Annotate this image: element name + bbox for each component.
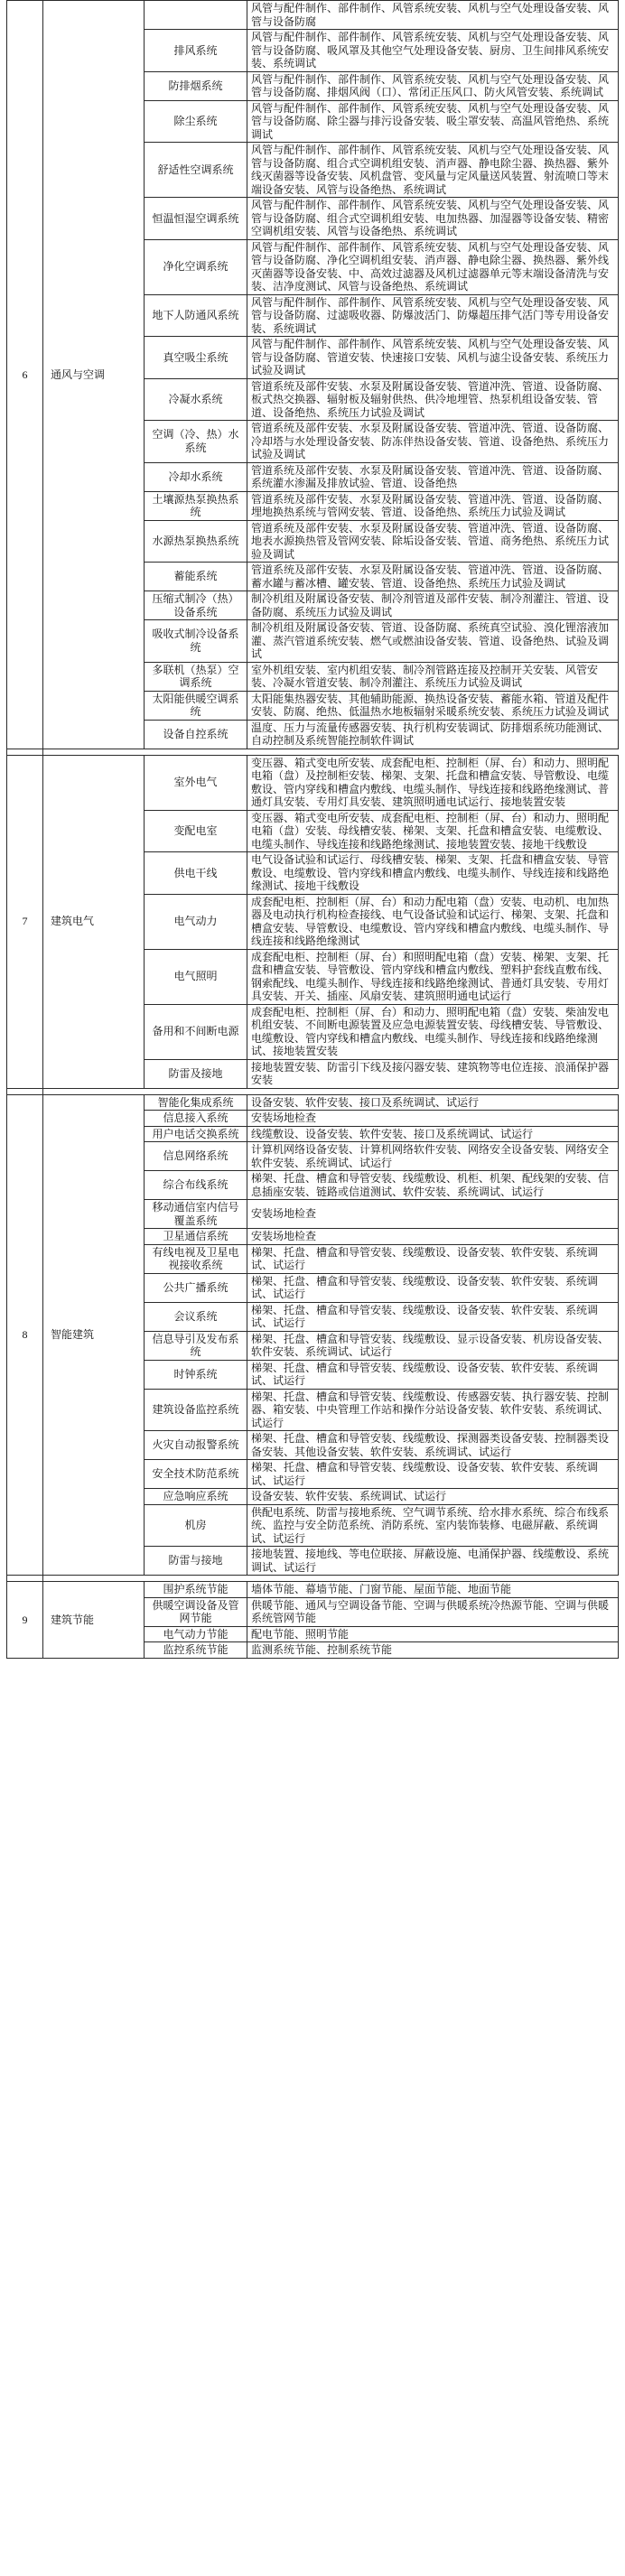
work-items: 梯架、托盘、槽盒和导管安装、线缆敷设、传感器安装、执行器安装、控制器、箱安装、中央管理工作站和操作分站设备安装、软件安装、系统调试、试运行 [247,1389,619,1431]
subsystem-name: 用户电话交换系统 [145,1126,247,1142]
work-items: 风管与配件制作、部件制作、风管系统安装、风机与空气处理设备安装、风管与设备防腐、过滤吸收器、防爆波活门、防爆超压排气活门等专用设备安装、系统调试 [247,294,619,337]
work-items: 监测系统节能、控制系统节能 [247,1642,619,1659]
subsystem-name: 防雷与接地 [145,1547,247,1576]
work-items: 成套配电柜、控制柜（屏、台）和照明配电箱（盘）安装、梯架、支架、托盘和槽盒安装、导管敷设、管内穿线和槽盒内敷线、塑料护套线直敷布线、钢索配线、电缆头制作、导线连接和线路绝缘测试、普通灯具安装、专用灯具安装、开关、插座、风扇安装、建筑照明通电试运行 [247,949,619,1004]
subsystem-name: 公共广播系统 [145,1273,247,1302]
subsystem-name: 会议系统 [145,1302,247,1331]
subsystem-name: 电气照明 [145,949,247,1004]
work-items: 线缆敷设、设备安装、软件安装、接口及系统调试、试运行 [247,1126,619,1142]
work-items: 配电节能、照明节能 [247,1626,619,1642]
subsystem-name: 舒适性空调系统 [145,143,247,198]
subsystem-name: 电气动力 [145,894,247,949]
subsystem-name: 电气动力节能 [145,1626,247,1642]
work-items: 温度、压力与流量传感器安装、执行机构安装调试、防排烟系统功能测试、自动控制及系统智能控制软件调试 [247,720,619,749]
subsystem-name: 室外电气 [145,755,247,810]
subsystem-name [145,1,247,30]
work-items: 风管与配件制作、部件制作、风管系统安装、风机与空气处理设备安装、风管与设备防腐、组合式空调机组安装、电加热器、加湿器等设备安装、精密空调机组安装、风管与设备绝热、系统调试 [247,198,619,240]
work-items: 风管与配件制作、部件制作、风管系统安装、风机与空气处理设备安装、风管与设备防腐、吸风罩及其他空气处理设备安装、厨房、卫生间排风系统安装、系统调试 [247,30,619,72]
subsystem-name: 信息网络系统 [145,1142,247,1171]
subsystem-name: 压缩式制冷（热）设备系统 [145,591,247,620]
subsystem-name: 有线电视及卫星电视接收系统 [145,1244,247,1273]
work-items: 风管与配件制作、部件制作、风管系统安装、风机与空气处理设备安装、风管与设备防腐、除尘器与排污设备安装、吸尘罩安装、高温风管绝热、系统调试 [247,100,619,143]
work-items: 室外机组安装、室内机组安装、制冷剂管路连接及控制开关安装、风管安装、冷凝水管道安装、制冷剂灌注、系统压力试验及调试 [247,662,619,691]
subsystem-name: 土壤源热泵换热系统 [145,491,247,520]
subsystem-name: 设备自控系统 [145,720,247,749]
subsystem-name: 火灾自动报警系统 [145,1431,247,1460]
work-items: 风管与配件制作、部件制作、风管系统安装、风机与空气处理设备安装、风管与设备防腐、组合式空调机组安装、消声器、静电除尘器、换热器、紫外线灭菌器等设备安装、风机盘管、变风量与定风量送风装置、射流喷口等末端设备安装、风管与设备绝热、系统调试 [247,143,619,198]
work-items: 管道系统及部件安装、水泵及附属设备安装、管道冲洗、管道、设备防腐、系统灌水渗漏及排放试验、管道、设备绝热 [247,462,619,491]
subsystem-name: 防排烟系统 [145,71,247,100]
work-items: 成套配电柜、控制柜（屏、台）和动力配电箱（盘）安装、电动机、电加热器及电动执行机构检查接线、电气设备试验和试运行、梯架、支架、托盘和槽盒安装、导管敷设、电缆敷设、管内穿线和槽盒内敷线、电缆头制作、导线连接和线路绝缘测试 [247,894,619,949]
group-number: 7 [7,755,43,1088]
group-number: 6 [7,1,43,749]
work-items: 变压器、箱式变电所安装、成套配电柜、控制柜（屏、台）和动力、照明配电箱（盘）及控制柜安装、梯架、支架、托盘和槽盒安装、导管敷设、电缆敷设、管内穿线和槽盒内敷线、电缆头制作、导线连接和线路绝缘测试、普通灯具安装、专用灯具安装、建筑照明通电试运行、接地装置安装 [247,755,619,810]
work-items: 制冷机组及附属设备安装、管道、设备防腐、系统真空试验、溴化锂溶液加灌、蒸汽管道系统安装、燃气或燃油设备安装、管道、设备绝热、试验及调试 [247,620,619,663]
work-items: 梯架、托盘、槽盒和导管安装、线缆敷设、设备安装、软件安装、系统调试、试运行 [247,1460,619,1489]
subsystem-name: 移动通信室内信号覆盖系统 [145,1200,247,1229]
work-items: 管道系统及部件安装、水泵及附属设备安装、管道冲洗、管道、设备防腐、板式热交换器、辐射板及辐射供热、供冷地埋管、热泵机组设备安装、管道、设备绝热、系统压力试验及调试 [247,378,619,421]
table-row [7,1094,619,1111]
group-name: 建筑电气 [43,755,145,1088]
work-items: 制冷机组及附属设备安装、制冷剂管道及部件安装、制冷剂灌注、管道、设备防腐、系统压力试验及调试 [247,591,619,620]
work-items: 设备安装、软件安装、系统调试、试运行 [247,1489,619,1505]
subsystem-name: 围护系统节能 [145,1582,247,1598]
work-items: 梯架、托盘、槽盒和导管安装、线缆敷设、机柜、机架、配线架的安装、信息插座安装、链路或信道测试、软件安装、系统调试、试运行 [247,1171,619,1200]
work-items: 风管与配件制作、部件制作、风管系统安装、风机与空气处理设备安装、风管与设备防腐、管道安装、快速接口安装、风机与滤尘设备安装、系统压力试验及调试 [247,337,619,379]
work-items: 梯架、托盘、槽盒和导管安装、线缆敷设、设备安装、软件安装、系统调试、试运行 [247,1302,619,1331]
table-row [7,1,619,30]
subsystem-name: 变配电室 [145,810,247,852]
subsystem-name: 备用和不间断电源 [145,1004,247,1059]
work-items: 梯架、托盘、槽盒和导管安装、线缆敷设、设备安装、软件安装、系统调试、试运行 [247,1360,619,1389]
work-items: 梯架、托盘、槽盒和导管安装、线缆敷设、设备安装、软件安装、系统调试、试运行 [247,1273,619,1302]
work-items: 供暖节能、通风与空调设备节能、空调与供暖系统冷热源节能、空调与供暖系统管网节能 [247,1597,619,1626]
work-items: 风管与配件制作、部件制作、风管系统安装、风机与空气处理设备安装、风管与设备防腐 [247,1,619,30]
subsystem-name: 排风系统 [145,30,247,72]
work-items: 风管与配件制作、部件制作、风管系统安装、风机与空气处理设备安装、风管与设备防腐、净化空调机组安装、消声器、静电除尘器、换热器、紫外线灭菌器等设备安装、中、高效过滤器及风机过滤器单元等末端设备清洗与安装、洁净度测试、风管与设备绝热、系统调试 [247,239,619,294]
work-items: 计算机网络设备安装、计算机网络软件安装、网络安全设备安装、网络安全软件安装、系统调试、试运行 [247,1142,619,1171]
work-items: 变压器、箱式变电所安装、成套配电柜、控制柜（屏、台）和动力、照明配电箱（盘）安装、母线槽安装、梯架、支架、托盘和槽盒安装、电缆敷设、电缆头制作、导线连接和线路绝缘测试、接地装置安装、接地干线敷设 [247,810,619,852]
work-items: 安装场地检查 [247,1200,619,1229]
work-items: 供配电系统、防雷与接地系统、空气调节系统、给水排水系统、综合布线系统、监控与安全防范系统、消防系统、室内装饰装修、电磁屏蔽、系统调试、试运行 [247,1504,619,1547]
group-number: 8 [7,1094,43,1576]
work-items: 梯架、托盘、槽盒和导管安装、线缆敷设、探测器类设备安装、控制器类设备安装、其他设备安装、软件安装、系统调试、试运行 [247,1431,619,1460]
subsystem-name: 空调（冷、热）水系统 [145,421,247,463]
subsystem-name: 智能化集成系统 [145,1094,247,1111]
subsystem-name: 太阳能供暖空调系统 [145,691,247,720]
work-items: 设备安装、软件安装、接口及系统调试、试运行 [247,1094,619,1111]
subsystem-name: 除尘系统 [145,100,247,143]
work-items: 安装场地检查 [247,1229,619,1245]
table-row [7,755,619,810]
subsystem-name: 机房 [145,1504,247,1547]
subdivision-table [6,0,619,1659]
subsystem-name: 监控系统节能 [145,1642,247,1659]
group-separator [7,1576,619,1582]
work-items: 电气设备试验和试运行、母线槽安装、梯架、支架、托盘和槽盒安装、导管敷设、电缆敷设、管内穿线和槽盒内敷线、电缆头制作、导线连接和线路绝缘测试、接地干线敷设 [247,852,619,895]
group-number: 9 [7,1582,43,1659]
work-items: 安装场地检查 [247,1111,619,1127]
subsystem-name: 蓄能系统 [145,563,247,591]
work-items: 接地装置安装、防雷引下线及接闪器安装、建筑物等电位连接、浪涌保护器安装 [247,1059,619,1088]
subsystem-name: 时钟系统 [145,1360,247,1389]
group-separator [7,749,619,755]
group-name: 建筑节能 [43,1582,145,1659]
subsystem-name: 建筑设备监控系统 [145,1389,247,1431]
subsystem-name: 卫星通信系统 [145,1229,247,1245]
work-items: 接地装置、接地线、等电位联接、屏蔽设施、电涌保护器、线缆敷设、系统调试、试运行 [247,1547,619,1576]
work-items: 梯架、托盘、槽盒和导管安装、线缆敷设、设备安装、软件安装、系统调试、试运行 [247,1244,619,1273]
subsystem-name: 水源热泵换热系统 [145,520,247,563]
work-items: 管道系统及部件安装、水泵及附属设备安装、管道冲洗、管道、设备防腐、冷却塔与水处理设备安装、防冻伴热设备安装、管道、设备绝热、系统压力试验及调试 [247,421,619,463]
work-items: 成套配电柜、控制柜（屏、台）和动力、照明配电箱（盘）安装、柴油发电机组安装、不间断电源装置及应急电源装置安装、母线槽安装、导管敷设、电缆敷设、管内穿线和槽盒内敷线、电缆头制作、导线连接和线路绝缘测试、接地装置安装 [247,1004,619,1059]
work-items: 墙体节能、幕墙节能、门窗节能、屋面节能、地面节能 [247,1582,619,1598]
work-items: 风管与配件制作、部件制作、风管系统安装、风机与空气处理设备安装、风管与设备防腐、排烟风阀（口）、常闭正压风口、防火风管安装、系统调试 [247,71,619,100]
subsystem-name: 冷却水系统 [145,462,247,491]
subsystem-name: 净化空调系统 [145,239,247,294]
work-items: 梯架、托盘、槽盒和导管安装、线缆敷设、显示设备安装、机房设备安装、软件安装、系统调试、试运行 [247,1331,619,1360]
subsystem-name: 供暖空调设备及管网节能 [145,1597,247,1626]
subsystem-name: 恒温恒湿空调系统 [145,198,247,240]
subsystem-name: 真空吸尘系统 [145,337,247,379]
subsystem-name: 综合布线系统 [145,1171,247,1200]
subsystem-name: 防雷及接地 [145,1059,247,1088]
subsystem-name: 信息接入系统 [145,1111,247,1127]
subsystem-name: 吸收式制冷设备系统 [145,620,247,663]
subsystem-name: 供电干线 [145,852,247,895]
subsystem-name: 安全技术防范系统 [145,1460,247,1489]
group-name: 智能建筑 [43,1094,145,1576]
document-page [6,0,619,1659]
subsystem-name: 应急响应系统 [145,1489,247,1505]
work-items: 管道系统及部件安装、水泵及附属设备安装、管道冲洗、管道、设备防腐、埋地换热系统与管网安装、管道、设备绝热、系统压力试验及调试 [247,491,619,520]
subsystem-name: 信息导引及发布系统 [145,1331,247,1360]
group-separator [7,1088,619,1094]
work-items: 管道系统及部件安装、水泵及附属设备安装、管道冲洗、管道、设备防腐、蓄水罐与蓄冰槽、罐安装、管道、设备绝热、系统压力试验及调试 [247,563,619,591]
work-items: 管道系统及部件安装、水泵及附属设备安装、管道冲洗、管道、设备防腐、地表水源换热管及管网安装、除垢设备安装、管道、商务绝热、系统压力试验及调试 [247,520,619,563]
table-row [7,1582,619,1598]
group-name: 通风与空调 [43,1,145,749]
subsystem-name: 多联机（热泵）空调系统 [145,662,247,691]
work-items: 太阳能集热器安装、其他辅助能源、换热设备安装、蓄能水箱、管道及配件安装、防腐、绝热、低温热水地板辐射采暖系统安装、系统压力试验及调试 [247,691,619,720]
subsystem-name: 地下人防通风系统 [145,294,247,337]
subsystem-name: 冷凝水系统 [145,378,247,421]
